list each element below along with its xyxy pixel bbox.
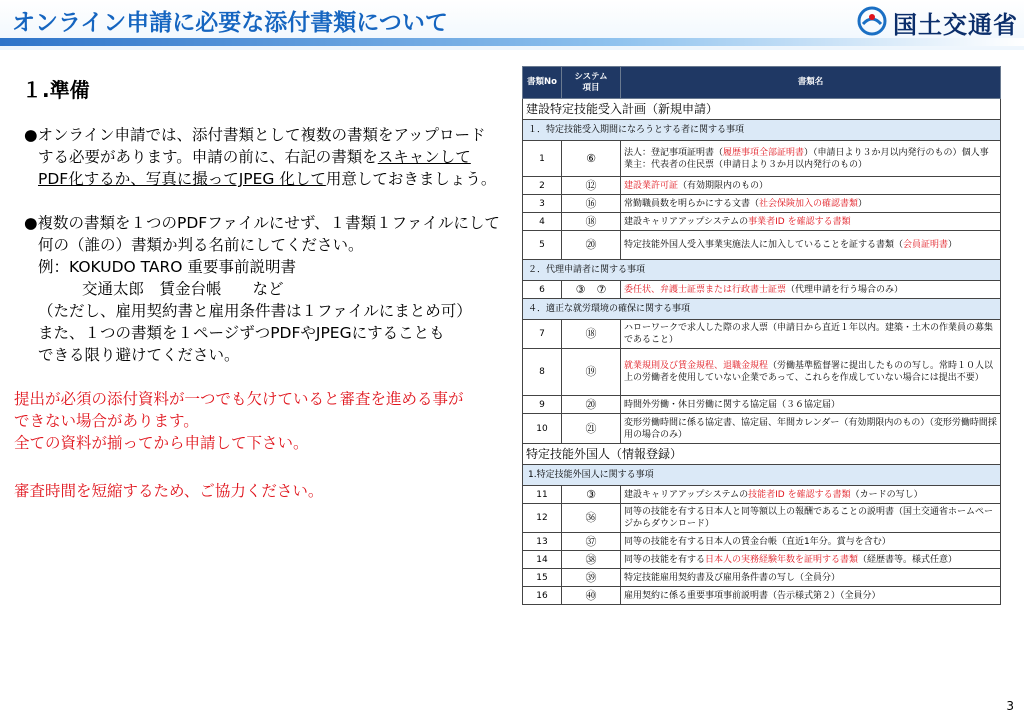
doc-text: 特定技能雇用契約書及び雇用条件書の写し（全員分）	[624, 572, 841, 583]
system-item: ⑯	[562, 195, 621, 213]
highlighted-doc-text: 日本人の実務経験年数を証明する書類	[705, 554, 859, 565]
system-item: ㊳	[562, 551, 621, 569]
doc-text: 建設キャリアアップシステムの	[624, 216, 749, 227]
table-row	[523, 414, 1001, 444]
doc-number: 4	[523, 213, 562, 231]
doc-number: 13	[523, 533, 562, 551]
doc-text: 建設キャリアアップシステムの	[624, 489, 749, 500]
highlighted-doc-text: 委任状、弁護士証票または行政書士証票	[624, 284, 787, 295]
doc-text: 同等の技能を有する日本人の賃金台帳（直近1年分。賞与を含む）	[624, 536, 891, 547]
highlighted-doc-text: 会員証明書	[903, 240, 949, 250]
doc-text: （カードの写し）	[850, 489, 923, 500]
para1-line2: する必要があります。申請の前に、右記の書類をスキャンして	[38, 148, 471, 166]
subheader-row-1: １．特定技能受入期間になろうとする者に関する事項	[523, 120, 1001, 141]
scan-underline: スキャンして	[377, 148, 471, 166]
instruction-paragraph-2	[24, 212, 514, 366]
doc-text: 雇用契約に係る重要事項事前説明書（告示様式第２）（全員分）	[624, 590, 881, 601]
doc-text: 法人：登記事項証明書（	[624, 147, 724, 158]
doc-text: （労働基準監督署に提出したものの写し。常時１０人以上の労働者を使用していない企業であって、これらを作成していない場合には提出不要）	[624, 361, 994, 383]
header-doc-no: 書類No	[523, 67, 562, 99]
doc-number: 5	[523, 231, 562, 260]
doc-name	[621, 231, 1001, 260]
doc-text: （代理申請を行う場合のみ）	[786, 284, 904, 295]
doc-name	[621, 587, 1001, 605]
table-row	[523, 320, 1001, 349]
group-row-plan: 建設特定技能受入計画（新規申請）	[523, 99, 1001, 120]
system-item: ⑳	[562, 396, 621, 414]
subheader-row-4: 1.特定技能外国人に関する事項	[523, 465, 1001, 486]
doc-number: 8	[523, 349, 562, 396]
doc-name	[621, 486, 1001, 504]
instruction-paragraph-1	[24, 124, 514, 190]
doc-name	[621, 281, 1001, 299]
system-item: ㊱	[562, 504, 621, 533]
doc-number: 2	[523, 177, 562, 195]
mlit-emblem-icon	[857, 6, 887, 36]
doc-name	[621, 569, 1001, 587]
table-row	[523, 177, 1001, 195]
system-item: ⑱	[562, 213, 621, 231]
doc-number: 10	[523, 414, 562, 444]
warning-line2: できない場合があります。	[14, 412, 199, 430]
highlighted-doc-text: 就業規則及び賃金規程、退職金規程	[624, 361, 769, 371]
para2-example2: 交通太郎 賃金台帳 など	[82, 280, 284, 298]
doc-number: 9	[523, 396, 562, 414]
table-row	[523, 504, 1001, 533]
highlighted-doc-text: 技能者ID を確認する書類	[748, 489, 851, 500]
doc-text: 変形労働時間に係る協定書、協定届、年間カレンダー（有効期限内のもの）（変形労働時間採用の場合のみ）	[624, 417, 997, 440]
doc-name	[621, 349, 1001, 396]
system-item: ㊴	[562, 569, 621, 587]
ministry-logo	[857, 4, 1017, 40]
doc-text: 常勤職員数を明らかにする文書（	[624, 198, 760, 209]
system-item: ③ ⑦	[562, 281, 621, 299]
doc-number: 12	[523, 504, 562, 533]
subheader-row-2: ２．代理申請者に関する事項	[523, 260, 1001, 281]
para2-line6: また、１つの書類を１ページずつPDFやJPEGにすることも	[38, 324, 445, 342]
system-item: ⑱	[562, 320, 621, 349]
doc-name	[621, 320, 1001, 349]
doc-number: 16	[523, 587, 562, 605]
doc-name	[621, 533, 1001, 551]
table-row	[523, 396, 1001, 414]
table-row	[523, 486, 1001, 504]
doc-text: ハローワークで求人した際の求人票（申請日から直近１年以内。建築・土木の作業員の募集であること）	[624, 323, 994, 345]
page-title: オンライン申請に必要な添付書類について	[12, 10, 448, 36]
system-item: ⑲	[562, 349, 621, 396]
doc-text: 個人事業主：代表者の住民票（申請日より３か月以内発行のもの）	[624, 147, 989, 170]
attachment-table	[522, 66, 1000, 605]
para2-line7: できる限り避けてください。	[38, 346, 240, 364]
para1-line3: PDF化するか、写真に撮ってJPEG 化して用意しておきましょう。	[38, 170, 497, 188]
para1-line1: ●オンライン申請では、添付書類として複数の書類をアップロード	[24, 126, 486, 144]
table-row	[523, 551, 1001, 569]
doc-name	[621, 551, 1001, 569]
ministry-name: 国土交通省	[893, 11, 1018, 39]
doc-text: ）	[948, 240, 958, 250]
doc-number: 6	[523, 281, 562, 299]
highlighted-doc-text: 社会保険加入の確認書類	[759, 198, 859, 209]
doc-name	[621, 396, 1001, 414]
header-banner	[0, 0, 1024, 50]
doc-text: ）	[858, 198, 868, 209]
table-row	[523, 587, 1001, 605]
page-number: 3	[1006, 699, 1014, 713]
system-item: ⑫	[562, 177, 621, 195]
system-item: ㊵	[562, 587, 621, 605]
doc-number: 7	[523, 320, 562, 349]
system-item: ③	[562, 486, 621, 504]
system-item: ㉑	[562, 414, 621, 444]
doc-number: 1	[523, 141, 562, 177]
doc-name	[621, 177, 1001, 195]
table-row	[523, 533, 1001, 551]
table-row	[523, 141, 1001, 177]
doc-text: 特定技能外国人受入事業実施法人に加入していることを証する書類（	[624, 240, 904, 250]
para2-line1: ●複数の書類を１つのPDFファイルにせず、１書類１ファイルにして	[24, 214, 500, 232]
table-header-row	[523, 67, 1001, 99]
doc-number: 11	[523, 486, 562, 504]
doc-name	[621, 195, 1001, 213]
doc-text: 同等の技能を有する日本人と同等額以上の報酬であることの説明書（国土交通省ホームページからダウンロード）	[624, 507, 994, 529]
group-row-foreigner: 特定技能外国人（情報登録）	[523, 444, 1001, 465]
doc-text: （経歴書等。様式任意）	[858, 554, 958, 565]
section-title: １.準備	[22, 78, 90, 102]
doc-text: ）	[804, 147, 814, 158]
highlighted-doc-text: 事業者ID を確認する書類	[748, 216, 851, 227]
table-row	[523, 281, 1001, 299]
system-item: ㊲	[562, 533, 621, 551]
para2-example: 例：KOKUDO TARO 重要事前説明書	[38, 258, 296, 276]
doc-number: 15	[523, 569, 562, 587]
system-item: ⑳	[562, 231, 621, 260]
doc-text: 時間外労働・休日労働に関する協定届（３６協定届）	[624, 399, 841, 410]
header-doc-name: 書類名	[621, 67, 1001, 99]
warning-text	[14, 388, 464, 454]
doc-name	[621, 504, 1001, 533]
para2-line2: 何の（誰の）書類か判る名前にしてください。	[38, 236, 364, 254]
highlighted-doc-text: 履歴事項全部証明書	[723, 147, 805, 158]
table-row	[523, 231, 1001, 260]
header-system-item: システム 項目	[562, 67, 621, 99]
table-row	[523, 349, 1001, 396]
subheader-row-3: ４．適正な就労環境の確保に関する事項	[523, 299, 1001, 320]
cooperation-request: 審査時間を短縮するため、ご協力ください。	[14, 482, 324, 500]
system-item: ⑥	[562, 141, 621, 177]
doc-text: （有効期限内のもの）	[678, 180, 769, 191]
pdf-jpeg-underline: PDF化するか、写真に撮ってJPEG 化して	[38, 170, 326, 188]
doc-text: 同等の技能を有する	[624, 554, 706, 565]
doc-number: 14	[523, 551, 562, 569]
doc-name	[621, 141, 1001, 177]
doc-text: （申請日より３か月以内発行のもの）	[813, 147, 962, 158]
doc-number: 3	[523, 195, 562, 213]
warning-line1: 提出が必須の添付資料が一つでも欠けていると審査を進める事が	[14, 390, 464, 408]
warning-line3: 全ての資料が揃ってから申請して下さい。	[14, 434, 309, 452]
table-row	[523, 195, 1001, 213]
doc-name	[621, 414, 1001, 444]
doc-name	[621, 213, 1001, 231]
highlighted-doc-text: 建設業許可証	[624, 180, 679, 191]
table-row	[523, 569, 1001, 587]
table-row	[523, 213, 1001, 231]
para2-note: （ただし、雇用契約書と雇用条件書は１ファイルにまとめ可）	[38, 302, 472, 320]
